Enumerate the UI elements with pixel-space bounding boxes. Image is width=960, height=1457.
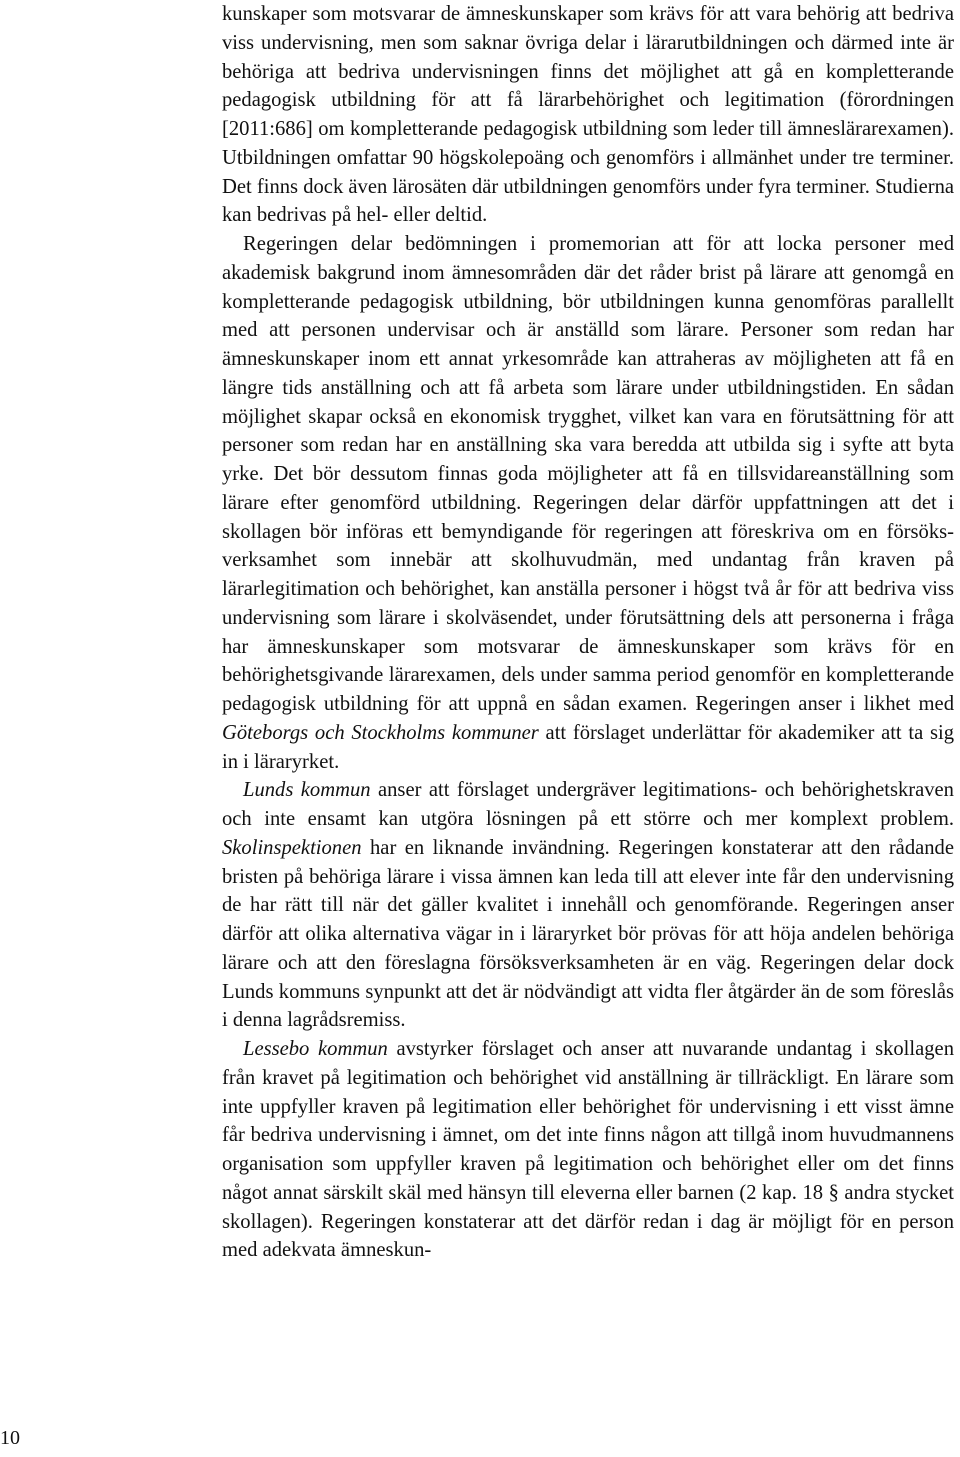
italic-reference: Göteborgs och Stockholms kommuner bbox=[222, 721, 539, 744]
paragraph bbox=[222, 0, 954, 230]
paragraph bbox=[222, 1035, 954, 1265]
italic-reference: Skolinspektionen bbox=[222, 836, 362, 859]
paragraph-text: avstyrker förslaget och anser att nuvarande undantag i skollagen från kravet på legitimation och behörighet vid anställning är tillräckligt. En lärare som inte uppfyller kraven på legitimation eller behörighet för undervisning i ett visst ämne får bedriva undervisning i ämnet, om det inte finns någon att tillgå inom huvudmannens organisation som uppfyller kraven på legitimation och behörighet eller om det finns något annat särskilt skäl med hänsyn till eleverna eller barnen (2 kap. 18 § andra stycket skollagen). Regeringen konstaterar att det därför redan i dag är möjligt för en person med adekvata ämneskun- bbox=[222, 1038, 954, 1262]
body-text bbox=[222, 0, 954, 1265]
page-number: 10 bbox=[0, 1427, 20, 1449]
italic-reference: Lunds kommun bbox=[243, 779, 371, 802]
paragraph-text: att förslaget underlättar för akademiker att ta sig in i läraryrket. bbox=[222, 721, 954, 773]
paragraph-text: kunskaper som motsvarar de ämneskunskaper som krävs för att vara behörig att bedriva viss undervisning, men som saknar övriga delar i lärarutbildningen och därmed inte är behöriga att bedriva undervisningen finns det möjlighet att gå en kompletterande pedagogisk utbildning för att få lärarbehörighet och legitimation (förordningen [2011:686] om kompletterande pedagogisk utbildning som leder till ämneslärarexamen). Utbildningen omfattar 90 högskolepoäng och genomförs i allmänhet under tre terminer. Det finns dock även lärosäten där utbildningen genomförs under fyra terminer. Studierna kan bedrivas på hel- eller deltid. bbox=[222, 3, 955, 227]
paragraph-text: har en liknande invändning. Regeringen konstaterar att den rådande bristen på behöriga lärare i vissa ämnen kan leda till att elever inte får den undervisning de har rätt till när det gäller kvalitet i innehåll och genomförande. Regeringen anser därför att olika alternativa vägar in i läraryrket bör prövas för att höja andelen behöriga lärare och att den föreslagna försöksverksamheten är en väg. Regeringen delar dock Lunds kommuns synpunkt att det är nödvändigt att vidta fler åtgärder än de som föreslås i denna lagrådsremiss. bbox=[222, 836, 954, 1032]
italic-reference: Lessebo kommun bbox=[243, 1038, 388, 1060]
paragraph-text: anser att förslaget undergräver legitimations- och behörighetskraven och inte ensamt kan utgöra lösningen på ett större och mer komplext problem. bbox=[222, 779, 954, 830]
paragraph bbox=[222, 776, 954, 1035]
paragraph-text: Regeringen delar bedömningen i promemorian att för att locka personer med akademisk bakgrund inom ämnesområden där det råder brist på lärare att genomgå en kompletterande pedagogisk utbildning, bör utbildningen kunna genomföras parallellt med att personen undervisar och är anställd som lärare. Personer som redan har ämneskunskaper inom ett annat yrkesområde kan attraheras av möjligheten att få en längre tids anställning och att få arbeta som lärare under utbildningstiden. En sådan möjlighet skapar också en ekonomisk trygghet, vilket kan vara en förutsättning för att personer som redan har en anställning ska vara beredda att utbilda sig i syfte att byta yrke. Det bör dessutom finnas goda möjligheter att få en tillsvidareanställning som lärare efter genomförd utbildning. Regeringen delar därför uppfattningen att det i skollagen bör införas ett bemyndigande för regeringen att föreskriva om en försöksverksamhet som innebär att skolhuvudmän, med undantag från kraven på lärarlegitimation och behörighet, kan anställa personer i högst två år för att bedriva viss undervisning som lärare i skolväsendet, under förutsättning dels att personerna i fråga har ämneskunskaper som motsvarar de ämneskunskaper som krävs för en behörighetsgivande lärarexamen, dels under samma period genomför en kompletterande pedagogisk utbildning för att uppnå en sådan examen. Regeringen anser i likhet med bbox=[222, 233, 954, 715]
paragraph bbox=[222, 230, 954, 776]
